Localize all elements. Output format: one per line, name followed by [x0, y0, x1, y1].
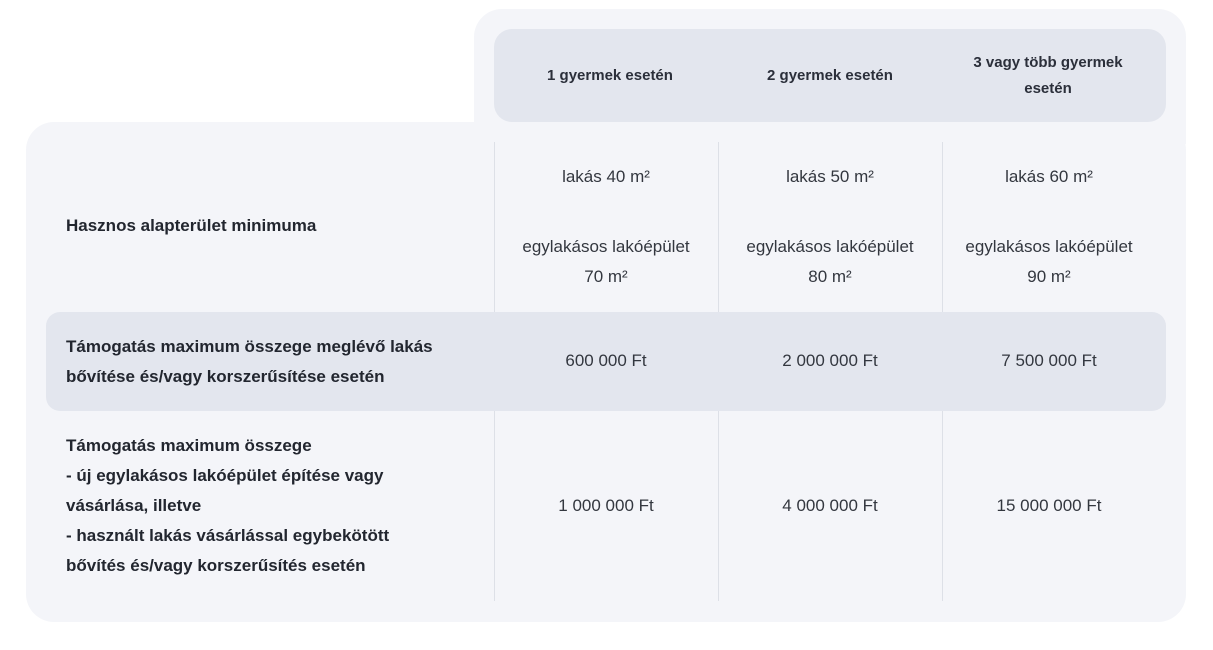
table-cell: lakás 40 m² egylakásos lakóépület 70 m² [522, 167, 690, 286]
row-label-extension-support: Támogatás maximum összege meglévő lakás bővítése és/vagy korszerűsítése esetén [66, 337, 433, 386]
table-cell: 4 000 000 Ft [782, 496, 878, 515]
table-cell: 600 000 Ft [565, 351, 647, 370]
column-header-2-children: 2 gyermek esetén [767, 66, 893, 84]
row-label-min-floor-area: Hasznos alapterület minimuma [66, 216, 317, 235]
row-label-new-house-support: Támogatás maximum összege - új egylakásos lakóépület építése vagy vásárlása, illetve - használt lakás vásárlással egybekötött bővítés és/vagy korszerűsítés esetén [66, 436, 390, 575]
table-cell: 1 000 000 Ft [558, 496, 654, 515]
table-cell: lakás 50 m² egylakásos lakóépület 80 m² [746, 167, 914, 286]
table-cell: 7 500 000 Ft [1001, 351, 1097, 370]
column-header-3-plus-children: 3 vagy több gyermek esetén [973, 53, 1123, 97]
column-header-1-child: 1 gyermek esetén [547, 66, 673, 84]
table-cell: lakás 60 m² egylakásos lakóépület 90 m² [965, 167, 1133, 286]
table-cell: 2 000 000 Ft [782, 351, 878, 370]
table-cell: 15 000 000 Ft [996, 496, 1102, 515]
